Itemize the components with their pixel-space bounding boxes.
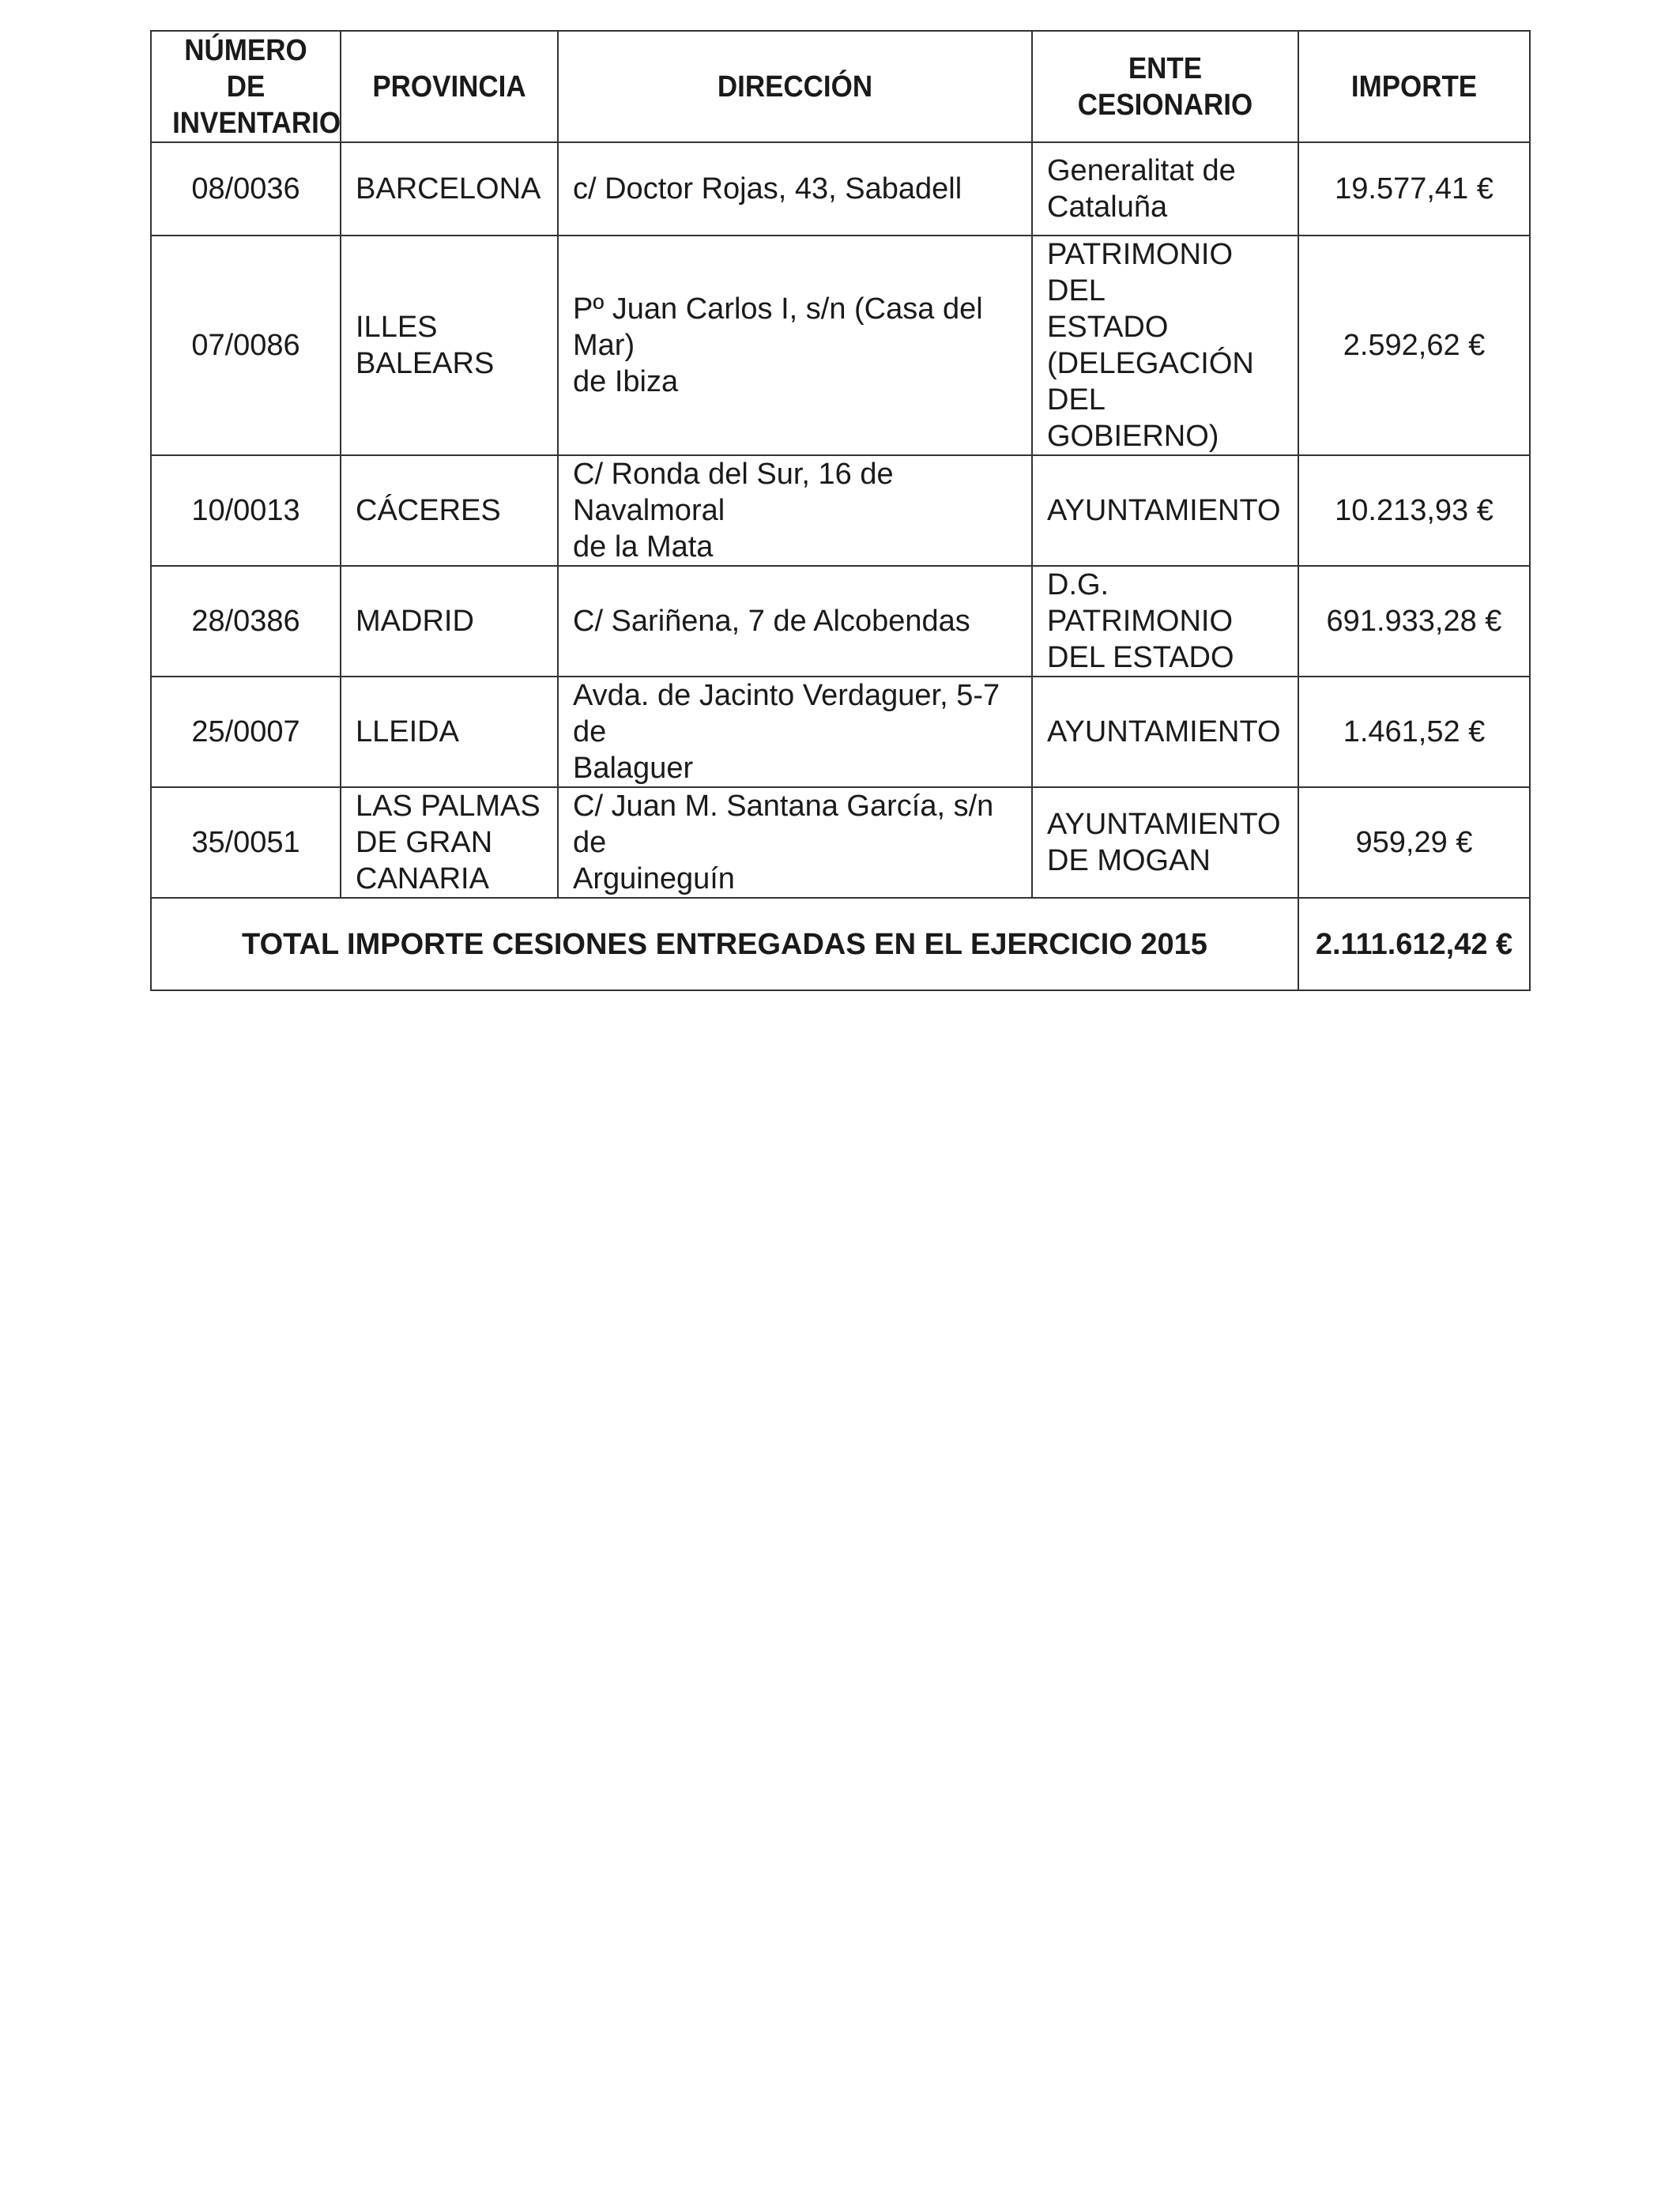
cell-importe: 691.933,28 € bbox=[1298, 566, 1530, 677]
table-row bbox=[151, 455, 1530, 566]
total-label: TOTAL IMPORTE CESIONES ENTREGADAS EN EL EJERCICIO 2015 bbox=[151, 898, 1298, 990]
table-row bbox=[151, 236, 1530, 455]
cell-inventario: 07/0086 bbox=[151, 236, 341, 455]
cell-direccion: c/ Doctor Rojas, 43, Sabadell bbox=[558, 142, 1032, 236]
cell-importe: 19.577,41 € bbox=[1298, 142, 1530, 236]
table-row bbox=[151, 677, 1530, 787]
cell-importe: 1.461,52 € bbox=[1298, 677, 1530, 787]
table-row bbox=[151, 566, 1530, 677]
cell-ente: PATRIMONIO DEL ESTADO (DELEGACIÓN DEL GOBIERNO) bbox=[1032, 236, 1298, 455]
cell-direccion: Avda. de Jacinto Verdaguer, 5-7 de Balaguer bbox=[558, 677, 1032, 787]
cell-importe: 959,29 € bbox=[1298, 787, 1530, 898]
header-provincia: PROVINCIA bbox=[349, 31, 549, 142]
cell-inventario: 25/0007 bbox=[151, 677, 341, 787]
cell-inventario: 28/0386 bbox=[151, 566, 341, 677]
header-importe: IMPORTE bbox=[1308, 31, 1521, 142]
cell-ente: AYUNTAMIENTO bbox=[1032, 455, 1298, 566]
cell-provincia: CÁCERES bbox=[341, 455, 558, 566]
header-ente: ENTE CESIONARIO bbox=[1042, 31, 1287, 142]
cell-importe: 10.213,93 € bbox=[1298, 455, 1530, 566]
cessions-table bbox=[150, 30, 1531, 991]
cell-ente: AYUNTAMIENTO bbox=[1032, 677, 1298, 787]
table-row bbox=[151, 142, 1530, 236]
cell-direccion: C/ Juan M. Santana García, s/n de Arguineguín bbox=[558, 787, 1032, 898]
header-inventario: NÚMERO DE INVENTARIO bbox=[159, 31, 333, 142]
cell-provincia: MADRID bbox=[341, 566, 558, 677]
cell-ente: Generalitat de Cataluña bbox=[1032, 142, 1298, 236]
cell-direccion: C/ Ronda del Sur, 16 de Navalmoral de la Mata bbox=[558, 455, 1032, 566]
cell-ente: AYUNTAMIENTO DE MOGAN bbox=[1032, 787, 1298, 898]
cessions-table-container bbox=[150, 30, 1529, 991]
total-row bbox=[151, 898, 1530, 990]
table-row bbox=[151, 787, 1530, 898]
total-value: 2.111.612,42 € bbox=[1298, 898, 1530, 990]
header-row bbox=[151, 31, 1530, 142]
cell-inventario: 10/0013 bbox=[151, 455, 341, 566]
cell-direccion: Pº Juan Carlos I, s/n (Casa del Mar) de Ibiza bbox=[558, 236, 1032, 455]
cell-provincia: LAS PALMAS DE GRAN CANARIA bbox=[341, 787, 558, 898]
cell-ente: D.G. PATRIMONIO DEL ESTADO bbox=[1032, 566, 1298, 677]
cell-direccion: C/ Sariñena, 7 de Alcobendas bbox=[558, 566, 1032, 677]
cell-importe: 2.592,62 € bbox=[1298, 236, 1530, 455]
cell-provincia: BARCELONA bbox=[341, 142, 558, 236]
cell-provincia: LLEIDA bbox=[341, 677, 558, 787]
cell-inventario: 35/0051 bbox=[151, 787, 341, 898]
header-direccion: DIRECCIÓN bbox=[577, 31, 1013, 142]
cell-provincia: ILLES BALEARS bbox=[341, 236, 558, 455]
cell-inventario: 08/0036 bbox=[151, 142, 341, 236]
